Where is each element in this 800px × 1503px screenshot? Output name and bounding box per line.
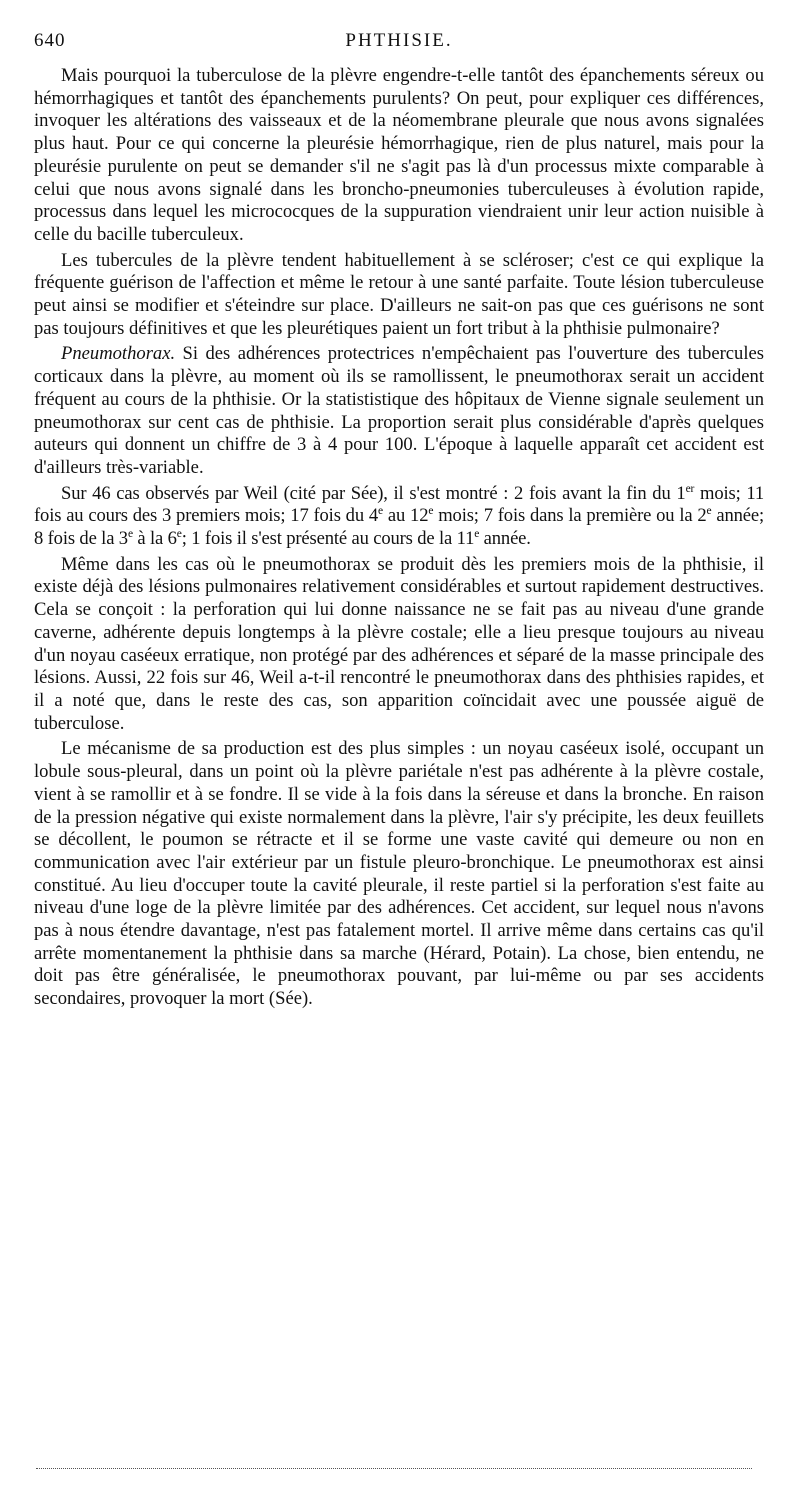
page-number: 640: [34, 30, 66, 51]
stat-text: année.: [479, 528, 531, 550]
paragraph-tubercle-sclerosis: Les tubercules de la plèvre tendent habituellement à se scléroser; c'est ce qui explique la fréquente guérison de l'affection et même le retour à une santé parfaite. Toute lésion tuberculeuse peut ainsi se modifier et s'éteindre sur place. D'ailleurs ne sait-on pas que ces guérisons ne sont pas toujours définitives et que les pleurétiques paient un fort tribut à la phthisie pulmonaire?: [34, 249, 764, 339]
paragraph-early-lesions: Même dans les cas où le pneumothorax se produit dès les premiers mois de la phthisie, il existe déjà des lésions pulmonaires relativement considérables et surtout rapidement destructives. Cela se conçoit : la perforation qui lui donne naissance ne se fait pas au niveau d'une grande caverne, adhérente depuis longtemps à la plèvre costale; elle a lieu presque toujours au niveau d'un noyau caséeux erratique, non protégé par des adhérences et séparé de la masse principale des lésions. Aussi, 22 fois sur 46, Weil a-t-il rencontré le pneumothorax dans des phthisies rapides, et il a noté que, dans le reste des cas, son apparition coïncidait avec une poussée aiguë de tuberculose.: [34, 553, 764, 734]
stat-text: année; 8 fois de la 3: [34, 505, 764, 550]
ordinal-suffix: e: [127, 528, 133, 541]
stat-text: au 12: [383, 505, 429, 527]
running-title: PHTHISIE.: [345, 30, 453, 51]
stat-text: mois; 11 fois au cours des 3 premiers mois; 17 fois du 4: [34, 482, 764, 527]
ordinal-suffix: er: [685, 482, 695, 495]
stat-text: Sur 46 cas observés par Weil (cité par Sée), il s'est montré : 2 fois avant la fin du 1: [61, 482, 686, 504]
paragraph-pneumothorax-text: Si des adhérences protectrices n'empêchaient pas l'ouverture des tubercules corticaux dans la plèvre, au moment où ils se ramollissent, le pneumothorax serait un accident fréquent au cours de la phthisie. Or la statististique des hôpitaux de Vienne signale seulement un pneumothorax sur cent cas de phthisie. La proportion serait plus considérable d'après quelques auteurs qui donnent un chiffre de 3 à 4 pour 100. L'époque à laquelle apparaît cet accident est d'ailleurs très-variable.: [34, 343, 764, 478]
footer-dotted-rule: [36, 1468, 752, 1469]
ordinal-suffix: e: [474, 528, 480, 541]
ordinal-suffix: e: [378, 505, 383, 518]
ordinal-suffix: e: [706, 505, 712, 518]
body-text: [34, 65, 764, 1011]
paragraph-weil-statistics: [34, 483, 764, 551]
section-heading-pneumothorax: Pneumothorax.: [61, 343, 176, 365]
paragraph-pneumothorax: [34, 343, 764, 479]
stat-text: à la 6: [132, 528, 177, 550]
stat-text: mois; 7 fois dans la première ou la 2: [433, 505, 707, 527]
ordinal-suffix: e: [176, 528, 182, 541]
ordinal-suffix: e: [428, 505, 434, 518]
stat-text: ; 1 fois il s'est présenté au cours de la 11: [181, 528, 475, 550]
paragraph-pleural-effusions: Mais pourquoi la tuberculose de la plèvre engendre-t-elle tantôt des épanchements séreux ou hémorrhagiques et tantôt des épanchements purulents? On peut, pour expliquer ces différences, invoquer les altérations des vaisseaux et de la néomembrane pleurale que nous avons signalées plus haut. Pour ce qui concerne la pleurésie hémorrhagique, rien de plus naturel, mais pour la pleurésie purulente on peut se demander s'il ne s'agit pas là d'un processus mixte comparable à celui que nous avons signalé dans les broncho-pneumonies tuberculeuses à évolution rapide, processus dans lequel les micrococques de la suppuration viendraient unir leur action nuisible à celle du bacille tuberculeux.: [34, 65, 764, 245]
paragraph-mechanism: Le mécanisme de sa production est des plus simples : un noyau caséeux isolé, occupant un lobule sous-pleural, dans un point où la plèvre pariétale n'est pas adhérente à la plèvre costale, vient à se ramollir et à se fondre. Il se vide à la fois dans la séreuse et dans la bronche. En raison de la pression négative qui existe normalement dans la plèvre, l'air s'y précipite, les deux feuillets se décollent, le poumon se rétracte et il se forme une vaste cavité qui demeure ou non en communication avec l'air extérieur par un fistule pleuro-bronchique. Le pneumothorax est ainsi constitué. Au lieu d'occuper toute la cavité pleurale, il reste partiel si la perforation s'est faite au niveau d'une loge de la plèvre limitée par des adhérences. Cet accident, sur lequel nous n'avons pas à nous étendre davantage, n'est pas fatalement mortel. Il arrive même dans certains cas qu'il arrête momentanement la phthisie dans sa marche (Hérard, Potain). La chose, bien entendu, ne doit pas être généralisée, le pneumothorax pouvant, par lui-même ou par ses accidents secondaires, provoquer la mort (Sée).: [34, 738, 764, 1010]
page-header: [34, 30, 764, 60]
